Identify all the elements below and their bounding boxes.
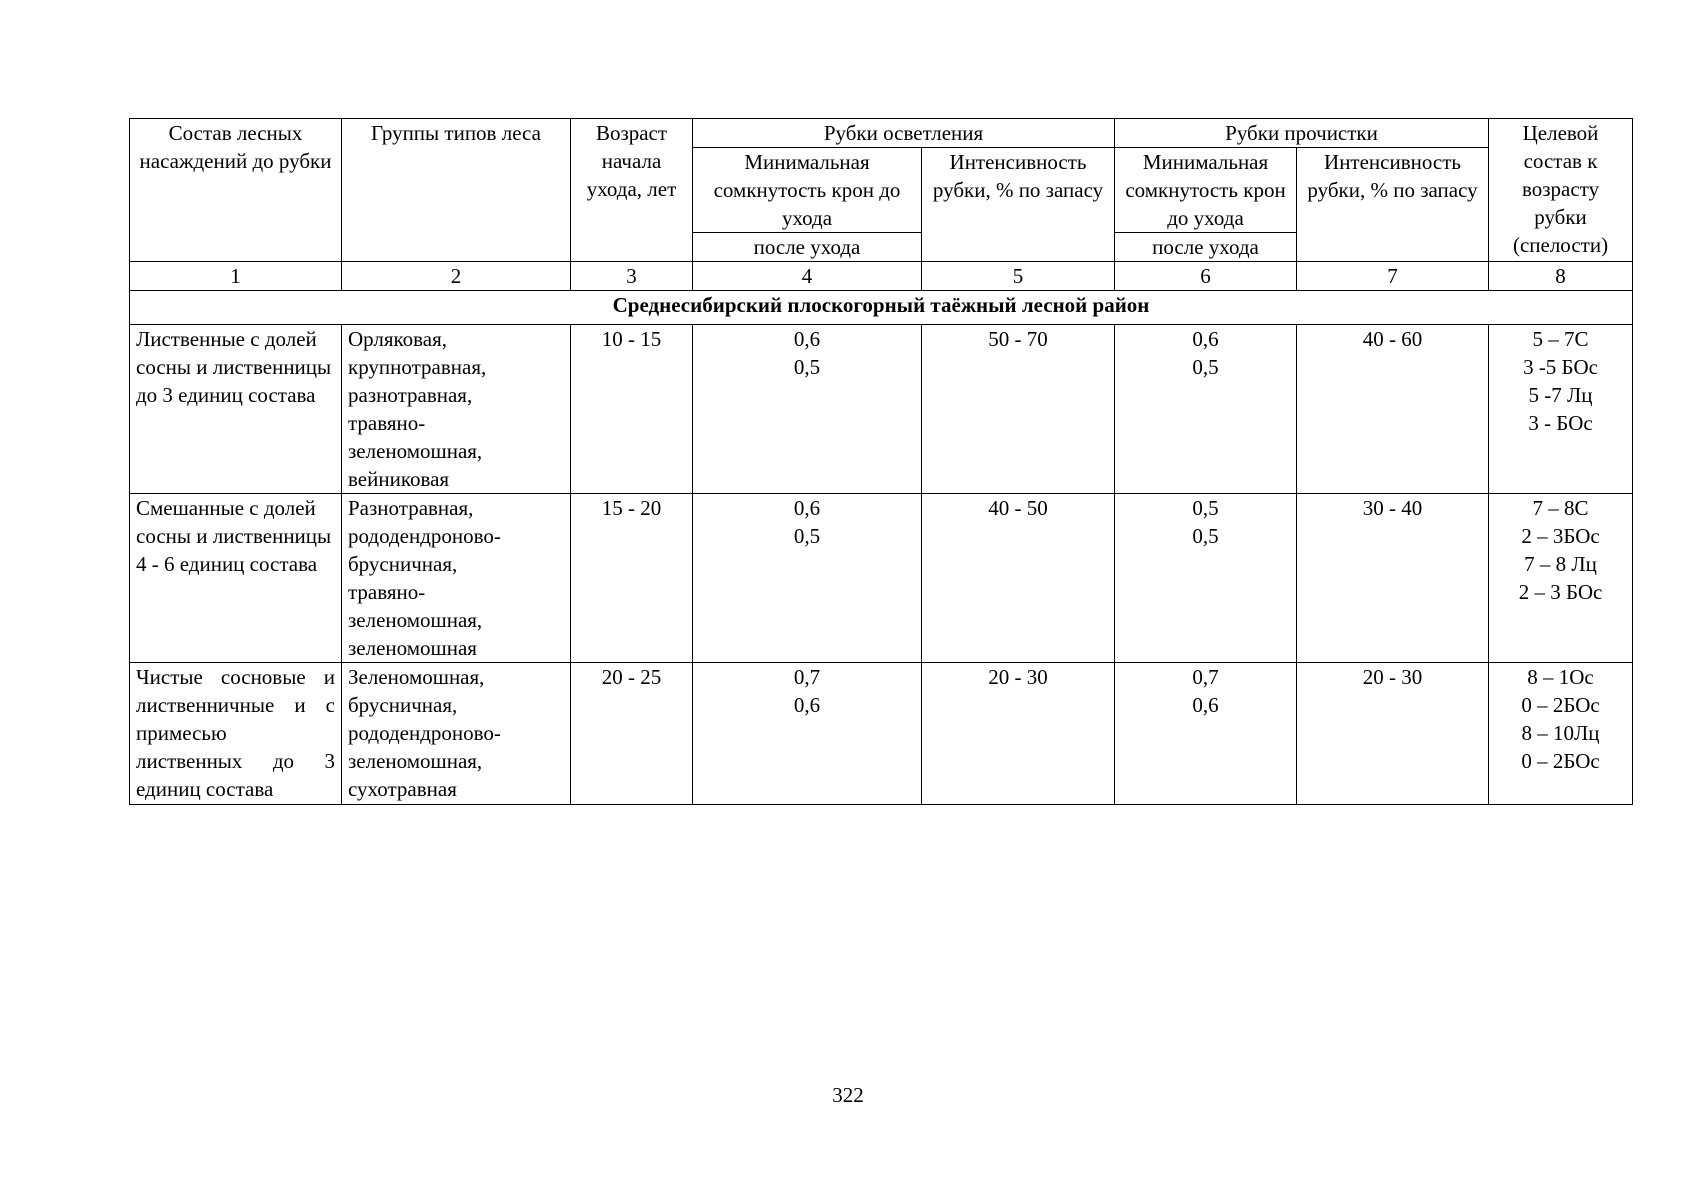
target-line: 2 – 3 БОс <box>1518 580 1603 604</box>
forest-type-line: брусничная, <box>348 693 458 717</box>
header-age: Возраст начала ухода, лет <box>571 119 693 262</box>
closure-value: 0,6 <box>1192 327 1219 351</box>
target-line: 3 - БОс <box>1528 411 1593 435</box>
closure-value: 0,6 <box>793 327 821 351</box>
composition-cell: Смешанные с долей сосны и лиственницы 4 - 6 единиц состава <box>130 494 342 663</box>
target-line: 7 – 8 Лц <box>1524 552 1597 576</box>
column-number: 7 <box>1297 262 1489 291</box>
pro-intensity-cell: 20 - 30 <box>1297 663 1489 805</box>
forest-care-table <box>129 118 1633 805</box>
target-cell <box>1489 494 1633 663</box>
age-cell: 20 - 25 <box>571 663 693 805</box>
page-number: 322 <box>832 1083 864 1107</box>
pro-intensity-cell: 40 - 60 <box>1297 325 1489 494</box>
forest-type-line: вейниковая <box>348 467 450 491</box>
forest-type-line: травяно- <box>348 580 426 604</box>
column-number: 8 <box>1489 262 1633 291</box>
forest-types-cell <box>342 663 571 805</box>
closure-value: 0,5 <box>793 355 821 379</box>
forest-type-line: сухотравная <box>348 777 457 801</box>
osv-intensity-cell: 20 - 30 <box>922 663 1115 805</box>
column-number: 6 <box>1115 262 1297 291</box>
header-osv-intensity: Интенсивность рубки, % по запасу <box>922 148 1115 262</box>
header-osv-after-care: после ухода <box>693 233 922 262</box>
forest-types-cell <box>342 325 571 494</box>
closure-value: 0,6 <box>793 693 821 717</box>
header-forest-types: Группы типов леса <box>342 119 571 262</box>
region-title-row <box>130 291 1633 325</box>
forest-type-line: зеленомошная, <box>348 439 483 463</box>
forest-type-line: травяно- <box>348 411 426 435</box>
forest-type-line: зеленомошная, <box>348 749 483 773</box>
header-pro-intensity: Интенсивность рубки, % по запасу <box>1297 148 1489 262</box>
forest-types-cell <box>342 494 571 663</box>
header-group-prochistki: Рубки прочистки <box>1115 119 1489 148</box>
pro-closure-cell <box>1115 663 1297 805</box>
closure-value: 0,5 <box>793 524 821 548</box>
target-line: 7 – 8С <box>1532 496 1589 520</box>
header-target-composition: Целевой состав к возрасту рубки (спелости) <box>1489 119 1633 262</box>
osv-closure-cell <box>693 325 922 494</box>
age-cell: 15 - 20 <box>571 494 693 663</box>
header-pro-after-care: после ухода <box>1115 233 1297 262</box>
closure-value: 0,6 <box>1192 693 1219 717</box>
column-number: 5 <box>922 262 1115 291</box>
forest-type-line: брусничная, <box>348 552 458 576</box>
closure-value: 0,7 <box>1192 665 1219 689</box>
column-number: 1 <box>130 262 342 291</box>
forest-type-line: Орляковая, <box>348 327 448 351</box>
table-row <box>130 325 1633 494</box>
osv-closure-cell <box>693 494 922 663</box>
osv-intensity-cell: 40 - 50 <box>922 494 1115 663</box>
forest-type-line: зеленомошная <box>348 636 477 660</box>
target-line: 5 – 7С <box>1532 327 1589 351</box>
forest-type-line: разнотравная, <box>348 383 473 407</box>
composition-cell: Чистые сосновые и лиственничные и с примесью лиственных до 3 единиц состава <box>130 663 342 805</box>
header-group-osvetlenie: Рубки осветления <box>693 119 1115 148</box>
forest-type-line: Зеленомошная, <box>348 665 485 689</box>
header-osv-min-closure: Минимальная сомкнутость крон до ухода <box>693 148 922 233</box>
target-line: 2 – 3БОс <box>1521 524 1600 548</box>
osv-intensity-cell: 50 - 70 <box>922 325 1115 494</box>
closure-value: 0,5 <box>1192 524 1219 548</box>
target-line: 8 – 10Лц <box>1521 721 1600 745</box>
closure-value: 0,6 <box>793 496 821 520</box>
header-composition: Состав лесных насаждений до рубки <box>130 119 342 262</box>
table-row <box>130 494 1633 663</box>
pro-closure-cell <box>1115 494 1297 663</box>
closure-value: 0,5 <box>1192 355 1219 379</box>
column-number: 2 <box>342 262 571 291</box>
forest-type-line: рододендроново- <box>348 524 501 548</box>
forest-type-line: крупнотравная, <box>348 355 487 379</box>
closure-value: 0,7 <box>793 665 821 689</box>
closure-value: 0,5 <box>1192 496 1219 520</box>
target-line: 8 – 1Ос <box>1527 665 1594 689</box>
composition-cell: Лиственные с долей сосны и лиственницы до 3 единиц состава <box>130 325 342 494</box>
header-row-1 <box>130 119 1633 148</box>
forest-type-line: рододендроново- <box>348 721 501 745</box>
target-line: 0 – 2БОс <box>1521 693 1600 717</box>
osv-closure-cell <box>693 663 922 805</box>
target-line: 5 -7 Лц <box>1528 383 1593 407</box>
column-number: 3 <box>571 262 693 291</box>
target-cell <box>1489 325 1633 494</box>
pro-closure-cell <box>1115 325 1297 494</box>
table-row <box>130 663 1633 805</box>
pro-intensity-cell: 30 - 40 <box>1297 494 1489 663</box>
target-cell <box>1489 663 1633 805</box>
column-number: 4 <box>693 262 922 291</box>
age-cell: 10 - 15 <box>571 325 693 494</box>
header-pro-min-closure: Минимальная сомкнутость крон до ухода <box>1115 148 1297 233</box>
forest-type-line: зеленомошная, <box>348 608 483 632</box>
forest-type-line: Разнотравная, <box>348 496 474 520</box>
target-line: 0 – 2БОс <box>1521 749 1600 773</box>
region-title: Среднесибирский плоскогорный таёжный лесной район <box>130 291 1633 325</box>
target-line: 3 -5 БОс <box>1523 355 1598 379</box>
column-number-row <box>130 262 1633 291</box>
